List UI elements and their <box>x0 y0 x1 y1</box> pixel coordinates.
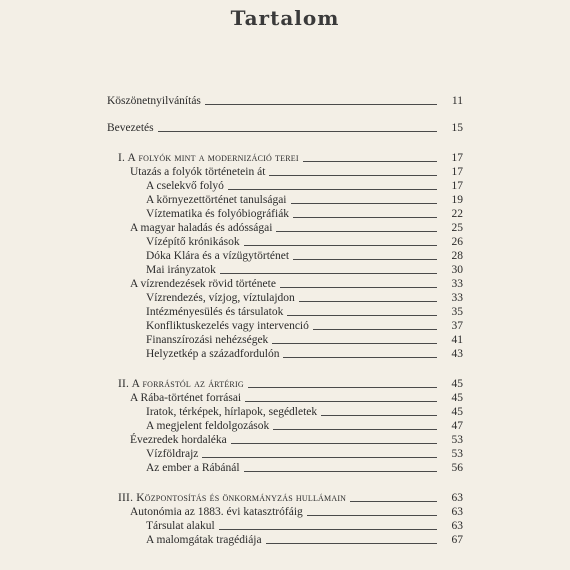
toc-leader-line <box>313 329 437 330</box>
toc-leader-line <box>321 415 437 416</box>
toc-leader-line <box>299 301 437 302</box>
toc-entry <box>146 459 463 475</box>
toc-leader-line <box>293 259 437 260</box>
toc-page-number: 26 <box>451 236 463 248</box>
toc-leader-line <box>228 189 437 190</box>
toc-page-number: 17 <box>451 152 463 164</box>
toc-leader-line <box>287 315 437 316</box>
toc-leader-line <box>276 231 437 232</box>
toc-entry-title: Vízépítő krónikások <box>146 236 240 248</box>
toc-entry-title: Mai irányzatok <box>146 264 216 276</box>
toc-leader-line <box>244 245 437 246</box>
toc-page-number: 11 <box>451 95 463 107</box>
toc-page-number: 47 <box>451 420 463 432</box>
toc-leader-line <box>273 429 437 430</box>
toc-page-number: 22 <box>451 208 463 220</box>
toc-entry-title: A malomgátak tragédiája <box>146 534 262 546</box>
toc-leader-line <box>303 161 437 162</box>
toc-entry-title: Finanszírozási nehézségek <box>146 334 269 346</box>
toc-entry-title: Autonómia az 1883. évi katasztrófáig <box>130 506 303 518</box>
toc-page-number: 33 <box>451 278 463 290</box>
toc-leader-line <box>307 515 437 516</box>
toc-entry <box>146 531 463 547</box>
toc-page-number: 45 <box>451 406 463 418</box>
toc-leader-line <box>291 203 437 204</box>
toc-leader-line <box>280 287 437 288</box>
toc-entry-title: Utazás a folyók történetein át <box>130 166 266 178</box>
toc-entry-title: A magyar haladás és adósságai <box>130 222 273 234</box>
toc-page-number: 17 <box>451 180 463 192</box>
toc-page-number: 15 <box>451 122 463 134</box>
toc-page-number: 43 <box>451 348 463 360</box>
toc-page-number: 63 <box>451 520 463 532</box>
toc-page-number: 45 <box>451 392 463 404</box>
toc-entry <box>107 119 463 135</box>
toc-page-number: 63 <box>451 492 463 504</box>
toc-entry <box>146 345 463 361</box>
toc-leader-line <box>244 471 437 472</box>
toc-entry-title: Társulat alakul <box>146 520 215 532</box>
toc-entry-title: Víztematika és folyóbiográfiák <box>146 208 290 220</box>
toc-page-number: 53 <box>451 434 463 446</box>
toc-leader-line <box>350 501 437 502</box>
toc-entry-title: Konfliktuskezelés vagy intervenció <box>146 320 309 332</box>
toc-leader-line <box>205 104 437 105</box>
toc-entry-title: Köszönetnyilvánítás <box>107 95 201 107</box>
toc-leader-line <box>266 543 437 544</box>
toc-entry-title: Évezredek hordaléka <box>130 434 227 446</box>
toc-entry <box>107 92 463 108</box>
toc-leader-line <box>202 457 437 458</box>
toc-entry-title: Vízrendezés, vízjog, víztulajdon <box>146 292 295 304</box>
toc-entry-title: Bevezetés <box>107 122 154 134</box>
toc-page-number: 53 <box>451 448 463 460</box>
toc-page-number: 33 <box>451 292 463 304</box>
toc-leader-line <box>158 131 437 132</box>
toc-page-number: 17 <box>451 166 463 178</box>
toc-page-number: 37 <box>451 320 463 332</box>
toc-leader-line <box>231 443 437 444</box>
toc-entry-title: Helyzetkép a századfordulón <box>146 348 280 360</box>
toc-page-number: 41 <box>451 334 463 346</box>
toc-leader-line <box>283 357 437 358</box>
toc-leader-line <box>293 217 437 218</box>
toc-leader-line <box>248 387 437 388</box>
toc-entry-title: A megjelent feldolgozások <box>146 420 270 432</box>
toc-entry-title: Vízföldrajz <box>146 448 199 460</box>
toc-entry-title: III. Központosítás és önkormányzás hullámain <box>118 492 347 504</box>
page-title: Tartalom <box>230 6 340 30</box>
toc-entry-title: A Rába-történet forrásai <box>130 392 242 404</box>
toc-page-number: 25 <box>451 222 463 234</box>
toc-entry-title: A környezettörténet tanulságai <box>146 194 287 206</box>
toc-leader-line <box>220 273 437 274</box>
toc-page-number: 19 <box>451 194 463 206</box>
toc-page-number: 45 <box>451 378 463 390</box>
toc-leader-line <box>219 529 437 530</box>
toc-page-number: 30 <box>451 264 463 276</box>
toc-page-number: 63 <box>451 506 463 518</box>
toc-entry-title: I. A folyók mint a modernizáció terei <box>118 152 299 164</box>
toc-entry-title: A vízrendezések rövid története <box>130 278 276 290</box>
toc-page-number: 28 <box>451 250 463 262</box>
toc-page-number: 67 <box>451 534 463 546</box>
toc-leader-line <box>245 401 437 402</box>
toc-leader-line <box>272 343 437 344</box>
toc-leader-line <box>269 175 437 176</box>
toc-entry-title: Az ember a Rábánál <box>146 462 240 474</box>
toc-page-number: 35 <box>451 306 463 318</box>
toc-entry-title: Intézményesülés és társulatok <box>146 306 284 318</box>
toc-entry-title: II. A forrástól az ártérig <box>118 378 244 390</box>
toc-entry-title: Dóka Klára és a vízügytörténet <box>146 250 290 262</box>
toc-entry-title: A cselekvő folyó <box>146 180 224 192</box>
toc-entry-title: Iratok, térképek, hírlapok, segédletek <box>146 406 318 418</box>
toc-page-number: 56 <box>451 462 463 474</box>
